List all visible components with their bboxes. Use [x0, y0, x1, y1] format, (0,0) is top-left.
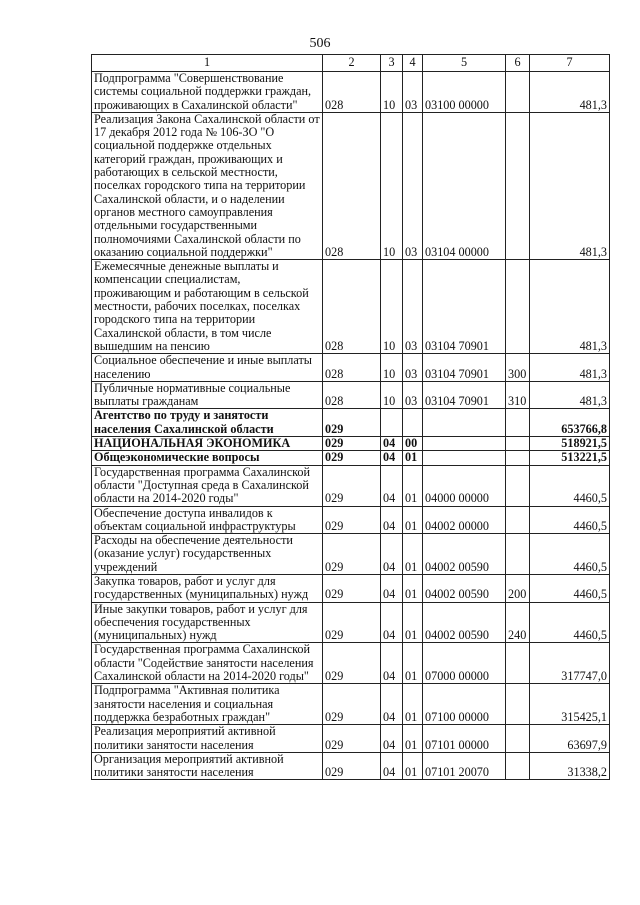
row-rz-cell: 04	[381, 752, 403, 780]
row-name-cell: Ежемесячные денежные выплаты и компенсации специалистам, проживающим и работающим в сельской местности, рабочих поселках, поселках городского типа на территории Сахалинской области, в том числе вышедшим на пенсию	[92, 260, 323, 354]
row-name-cell: Закупка товаров, работ и услуг для государственных (муниципальных) нужд	[92, 574, 323, 602]
table-row	[92, 437, 610, 451]
row-name-cell: Общеэкономические вопросы	[92, 451, 323, 465]
row-name-cell: Обеспечение доступа инвалидов к объектам социальной инфраструктуры	[92, 506, 323, 534]
table-row	[92, 602, 610, 643]
table-row	[92, 112, 610, 259]
row-rz-cell: 10	[381, 354, 403, 382]
row-ved-cell: 029	[323, 506, 381, 534]
row-csr-cell: 04002 00590	[423, 534, 506, 575]
row-name-cell: Реализация мероприятий активной политики занятости населения	[92, 725, 323, 753]
row-csr-cell: 03100 00000	[423, 72, 506, 113]
table-row	[92, 643, 610, 684]
row-name-cell: Государственная программа Сахалинской области "Содействие занятости населения Сахалинской области на 2014-2020 годы"	[92, 643, 323, 684]
row-pr-cell: 01	[403, 602, 423, 643]
row-vr-cell	[506, 451, 530, 465]
row-rz-cell: 10	[381, 72, 403, 113]
row-rz-cell: 04	[381, 643, 403, 684]
row-pr-cell: 03	[403, 112, 423, 259]
row-vr-cell	[506, 684, 530, 725]
row-ved-cell: 029	[323, 643, 381, 684]
row-csr-cell	[423, 409, 506, 437]
row-pr-cell: 01	[403, 643, 423, 684]
row-sum-cell: 317747,0	[530, 643, 610, 684]
row-vr-cell	[506, 643, 530, 684]
table-row	[92, 534, 610, 575]
col-header-pr: 4	[403, 55, 423, 72]
row-name-cell: Публичные нормативные социальные выплаты гражданам	[92, 381, 323, 409]
row-sum-cell: 481,3	[530, 354, 610, 382]
row-sum-cell: 4460,5	[530, 574, 610, 602]
row-name-cell: Подпрограмма "Совершенствование системы социальной поддержки граждан, проживающих в Сахалинской области"	[92, 72, 323, 113]
row-csr-cell: 03104 70901	[423, 354, 506, 382]
col-header-name: 1	[92, 55, 323, 72]
col-header-csr: 5	[423, 55, 506, 72]
row-name-cell: Расходы на обеспечение деятельности (оказание услуг) государственных учреждений	[92, 534, 323, 575]
table-row	[92, 381, 610, 409]
row-sum-cell: 481,3	[530, 112, 610, 259]
row-sum-cell: 4460,5	[530, 506, 610, 534]
row-ved-cell: 029	[323, 534, 381, 575]
table-row	[92, 72, 610, 113]
row-name-cell: Социальное обеспечение и иные выплаты населению	[92, 354, 323, 382]
row-ved-cell: 029	[323, 725, 381, 753]
row-vr-cell	[506, 72, 530, 113]
row-csr-cell: 04002 00590	[423, 574, 506, 602]
row-rz-cell: 04	[381, 602, 403, 643]
row-vr-cell	[506, 506, 530, 534]
row-csr-cell: 07101 00000	[423, 725, 506, 753]
row-sum-cell: 4460,5	[530, 534, 610, 575]
row-sum-cell: 481,3	[530, 260, 610, 354]
row-pr-cell: 01	[403, 534, 423, 575]
row-sum-cell: 63697,9	[530, 725, 610, 753]
row-rz-cell: 04	[381, 725, 403, 753]
row-vr-cell: 300	[506, 354, 530, 382]
row-name-cell: Организация мероприятий активной политики занятости населения	[92, 752, 323, 780]
row-vr-cell	[506, 534, 530, 575]
row-pr-cell: 03	[403, 260, 423, 354]
col-header-rz: 3	[381, 55, 403, 72]
row-ved-cell: 029	[323, 574, 381, 602]
table-row	[92, 725, 610, 753]
row-rz-cell: 04	[381, 465, 403, 506]
row-csr-cell: 07101 20070	[423, 752, 506, 780]
row-vr-cell	[506, 725, 530, 753]
row-ved-cell: 028	[323, 354, 381, 382]
row-rz-cell: 04	[381, 451, 403, 465]
row-pr-cell: 01	[403, 574, 423, 602]
row-ved-cell: 028	[323, 72, 381, 113]
row-name-cell: Агентство по труду и занятости населения Сахалинской области	[92, 409, 323, 437]
table-row	[92, 354, 610, 382]
row-vr-cell	[506, 465, 530, 506]
row-pr-cell: 01	[403, 506, 423, 534]
row-rz-cell	[381, 409, 403, 437]
row-pr-cell: 00	[403, 437, 423, 451]
row-vr-cell	[506, 260, 530, 354]
row-name-cell: Иные закупки товаров, работ и услуг для обеспечения государственных (муниципальных) нужд	[92, 602, 323, 643]
row-csr-cell: 04002 00590	[423, 602, 506, 643]
row-ved-cell: 029	[323, 409, 381, 437]
row-csr-cell: 03104 70901	[423, 260, 506, 354]
row-ved-cell: 028	[323, 381, 381, 409]
row-rz-cell: 04	[381, 684, 403, 725]
row-vr-cell: 240	[506, 602, 530, 643]
row-csr-cell: 03104 70901	[423, 381, 506, 409]
header-row	[92, 55, 610, 72]
table-row	[92, 260, 610, 354]
row-ved-cell: 029	[323, 437, 381, 451]
row-rz-cell: 10	[381, 260, 403, 354]
budget-table	[91, 54, 610, 780]
row-name-cell: Реализация Закона Сахалинской области от 17 декабря 2012 года № 106-ЗО "О социальной поддержке отдельных категорий граждан, проживающих и работающих в сельской местности, поселках городского типа на территории Сахалинской области, и о наделении органов местного самоуправления отдельными государственными полномочиями Сахалинской области по оказанию социальной поддержки"	[92, 112, 323, 259]
table-row	[92, 451, 610, 465]
row-rz-cell: 04	[381, 506, 403, 534]
row-name-cell: НАЦИОНАЛЬНАЯ ЭКОНОМИКА	[92, 437, 323, 451]
row-sum-cell: 4460,5	[530, 602, 610, 643]
row-sum-cell: 518921,5	[530, 437, 610, 451]
row-ved-cell: 029	[323, 465, 381, 506]
table-row	[92, 465, 610, 506]
row-sum-cell: 513221,5	[530, 451, 610, 465]
page-number: 506	[309, 36, 331, 51]
row-sum-cell: 481,3	[530, 72, 610, 113]
row-rz-cell: 10	[381, 112, 403, 259]
row-csr-cell: 04000 00000	[423, 465, 506, 506]
row-csr-cell	[423, 451, 506, 465]
row-name-cell: Подпрограмма "Активная политика занятости населения и социальная поддержка безработных граждан"	[92, 684, 323, 725]
row-ved-cell: 029	[323, 752, 381, 780]
table-row	[92, 684, 610, 725]
row-vr-cell: 310	[506, 381, 530, 409]
table-row	[92, 409, 610, 437]
col-header-sum: 7	[530, 55, 610, 72]
row-ved-cell: 028	[323, 112, 381, 259]
row-ved-cell: 029	[323, 451, 381, 465]
row-vr-cell: 200	[506, 574, 530, 602]
row-pr-cell: 03	[403, 72, 423, 113]
row-vr-cell	[506, 409, 530, 437]
row-pr-cell	[403, 409, 423, 437]
table-row	[92, 752, 610, 780]
row-pr-cell: 01	[403, 752, 423, 780]
row-ved-cell: 029	[323, 684, 381, 725]
row-rz-cell: 04	[381, 574, 403, 602]
row-vr-cell	[506, 112, 530, 259]
row-sum-cell: 4460,5	[530, 465, 610, 506]
row-vr-cell	[506, 752, 530, 780]
table-row	[92, 574, 610, 602]
row-pr-cell: 03	[403, 354, 423, 382]
table-row	[92, 506, 610, 534]
row-rz-cell: 10	[381, 381, 403, 409]
row-pr-cell: 01	[403, 684, 423, 725]
row-pr-cell: 01	[403, 451, 423, 465]
row-ved-cell: 029	[323, 602, 381, 643]
row-csr-cell: 07000 00000	[423, 643, 506, 684]
row-csr-cell: 07100 00000	[423, 684, 506, 725]
row-sum-cell: 481,3	[530, 381, 610, 409]
row-csr-cell	[423, 437, 506, 451]
row-rz-cell: 04	[381, 437, 403, 451]
row-pr-cell: 01	[403, 725, 423, 753]
row-sum-cell: 653766,8	[530, 409, 610, 437]
row-pr-cell: 01	[403, 465, 423, 506]
row-csr-cell: 04002 00000	[423, 506, 506, 534]
col-header-ved: 2	[323, 55, 381, 72]
col-header-vr: 6	[506, 55, 530, 72]
row-sum-cell: 315425,1	[530, 684, 610, 725]
row-sum-cell: 31338,2	[530, 752, 610, 780]
row-csr-cell: 03104 00000	[423, 112, 506, 259]
row-pr-cell: 03	[403, 381, 423, 409]
row-name-cell: Государственная программа Сахалинской области "Доступная среда в Сахалинской области на 2014-2020 годы"	[92, 465, 323, 506]
row-ved-cell: 028	[323, 260, 381, 354]
row-rz-cell: 04	[381, 534, 403, 575]
row-vr-cell	[506, 437, 530, 451]
